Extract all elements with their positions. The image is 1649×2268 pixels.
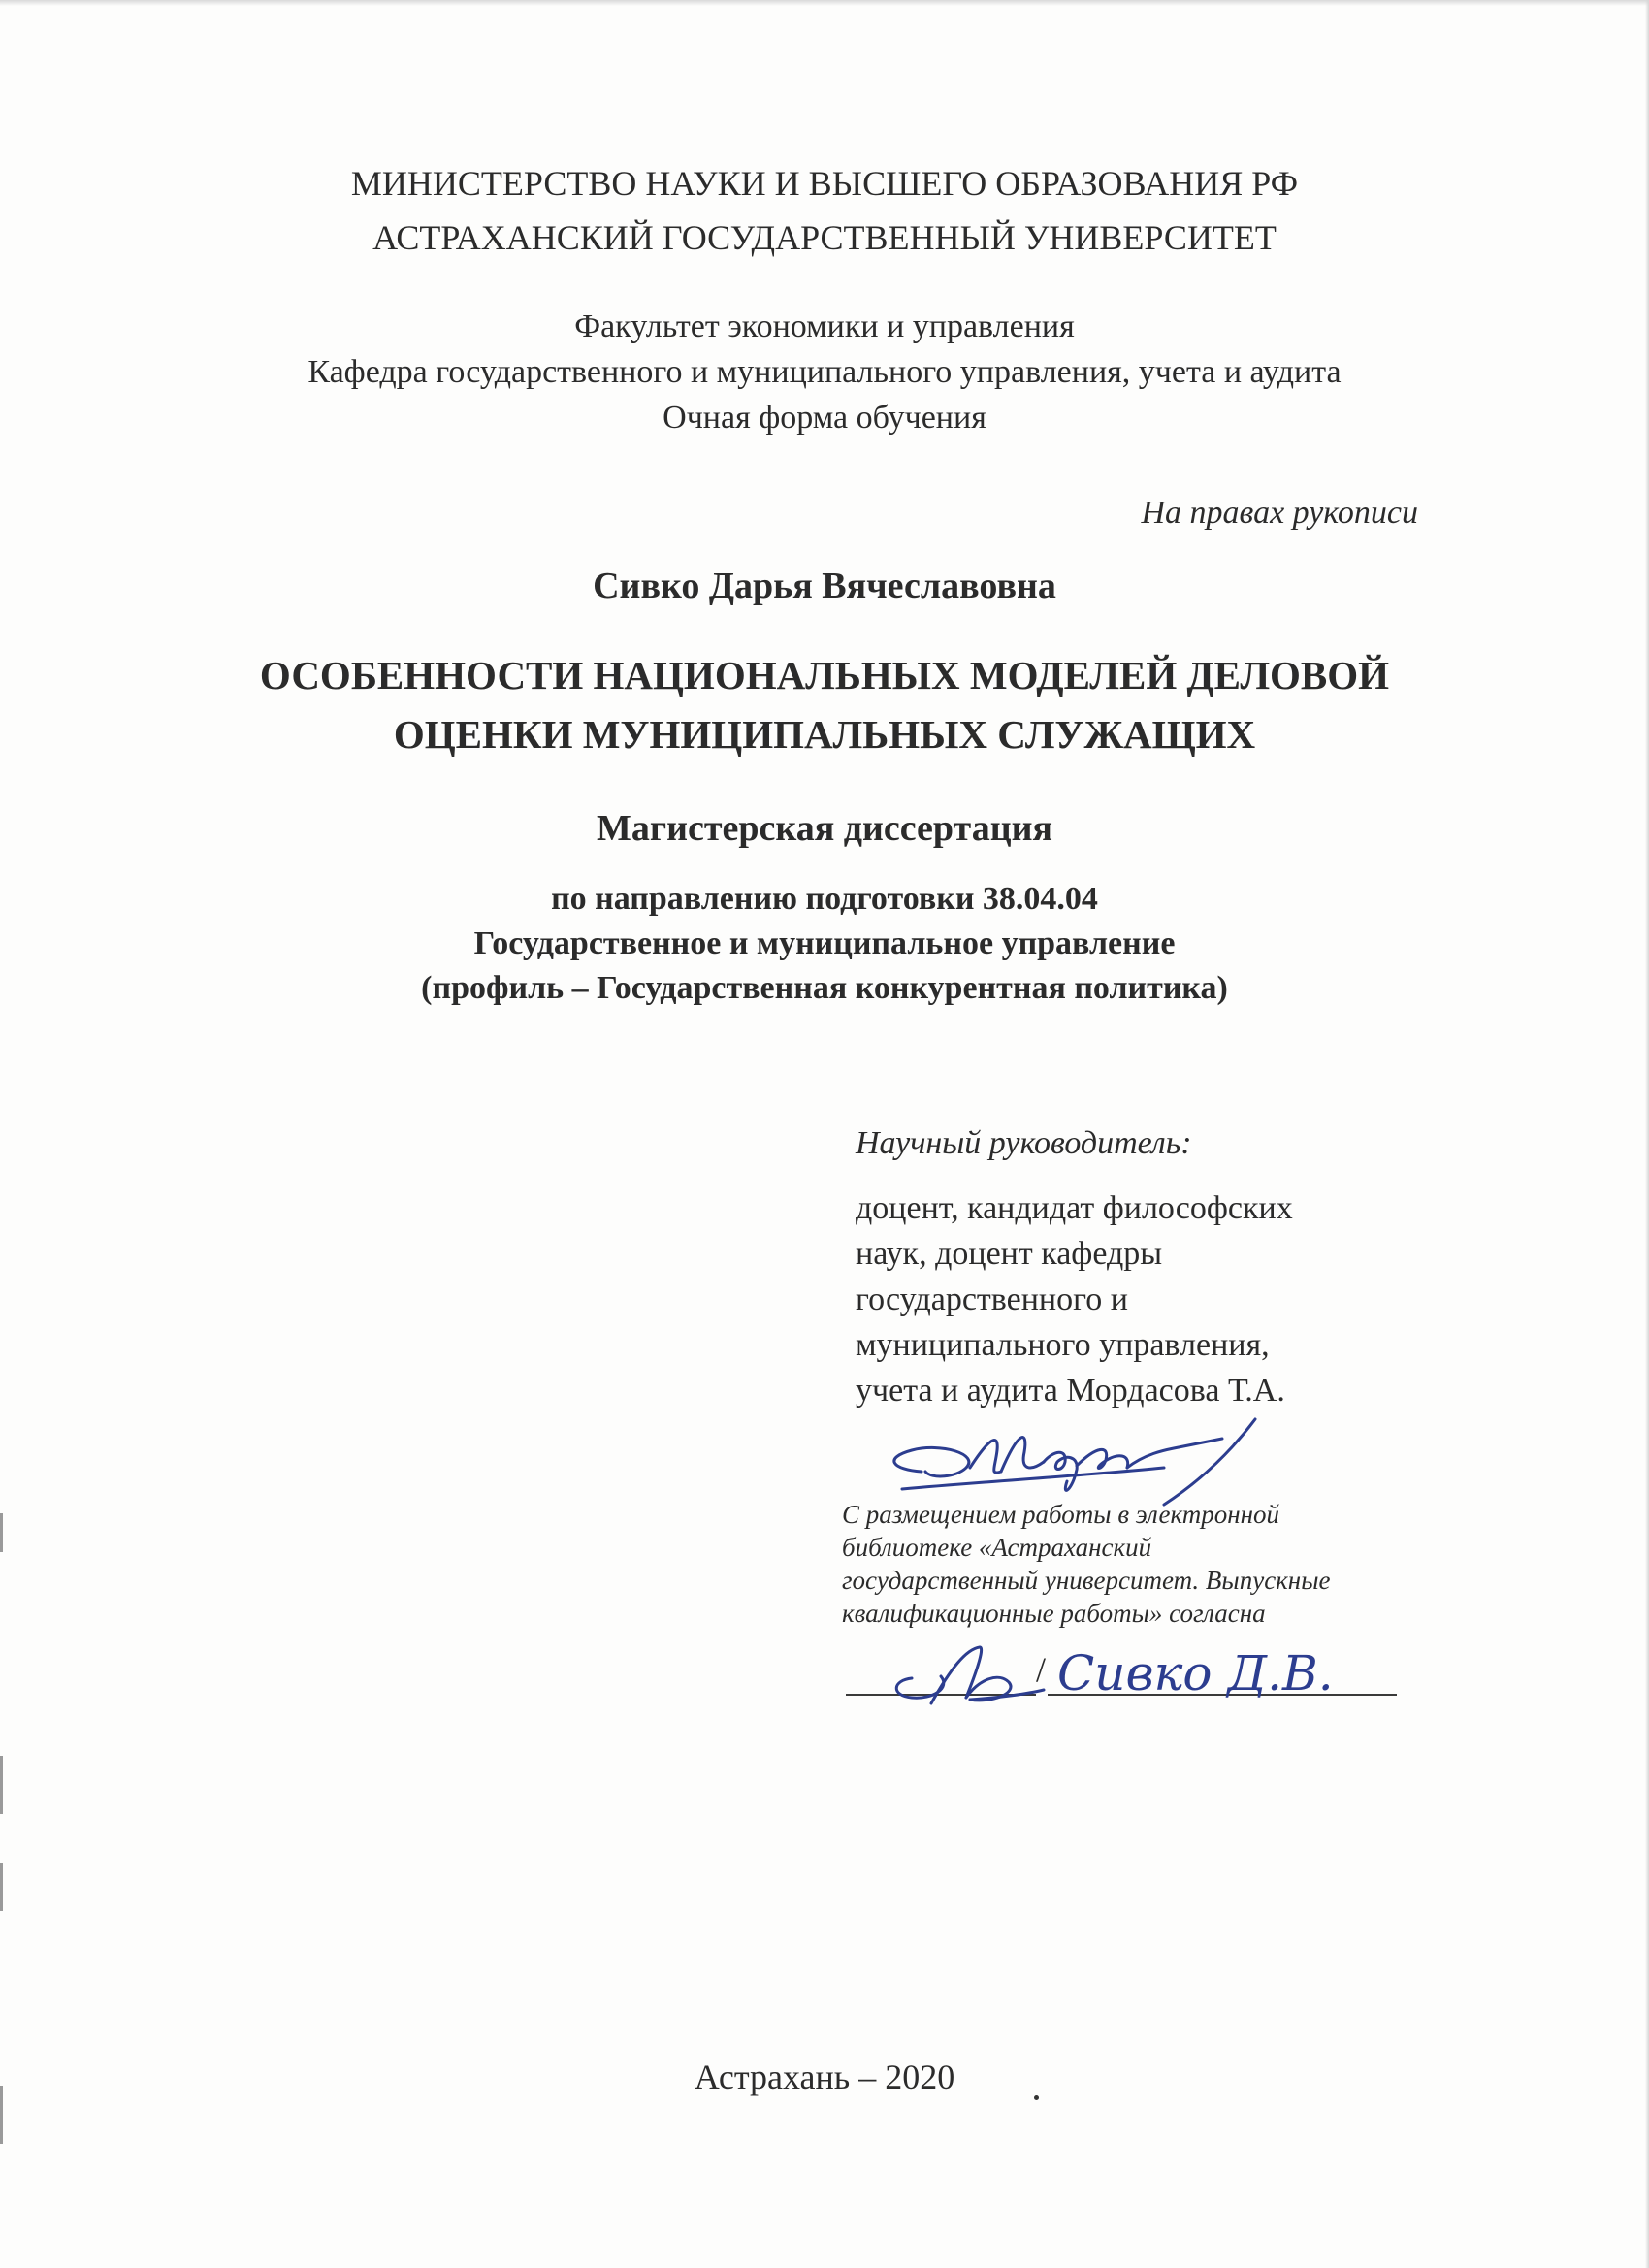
direction-line-2: Государственное и муниципальное управление xyxy=(473,925,1176,961)
student-name-handwritten xyxy=(1051,1637,1372,1705)
scan-mark xyxy=(0,1863,3,1911)
faculty-name: Факультет экономики и управления xyxy=(574,308,1075,344)
student-signature xyxy=(873,1639,1057,1717)
manuscript-note: На правах рукописи xyxy=(1141,495,1418,531)
city-year: Астрахань – 2020 xyxy=(694,2057,955,2096)
student-name-text: Сивко Д.В. xyxy=(1057,1645,1334,1701)
consent-line: С размещением работы в электронной xyxy=(842,1500,1280,1529)
supervisor-line: государственного и xyxy=(856,1281,1128,1317)
supervisor-label: Научный руководитель: xyxy=(856,1125,1192,1161)
direction-line-1: по направлению подготовки 38.04.04 xyxy=(551,881,1098,917)
scan-edge-top xyxy=(0,0,1649,6)
consent-line: библиотеке «Астраханский xyxy=(842,1533,1152,1562)
supervisor-line: муниципального управления, xyxy=(856,1327,1270,1363)
university-heading: АСТРАХАНСКИЙ ГОСУДАРСТВЕННЫЙ УНИВЕРСИТЕТ xyxy=(372,218,1277,257)
supervisor-line: доцент, кандидат философских xyxy=(856,1190,1293,1226)
department-name: Кафедра государственного и муниципального управления, учета и аудита xyxy=(307,354,1342,390)
ink-dot xyxy=(1034,2095,1039,2100)
signature-separator: / xyxy=(1036,1650,1047,1689)
consent-line: государственный университет. Выпускные xyxy=(842,1566,1331,1595)
scan-mark xyxy=(0,1513,3,1552)
consent-statement xyxy=(842,1498,1443,1630)
supervisor-line: учета и аудита Мордасова Т.А. xyxy=(856,1373,1285,1409)
author-name: Сивко Дарья Вячеславовна xyxy=(593,566,1056,606)
direction-line-3: (профиль – Государственная конкурентная политика) xyxy=(421,970,1228,1006)
consent-line: квалификационные работы» согласна xyxy=(842,1599,1266,1628)
thesis-title-line-2: ОЦЕНКИ МУНИЦИПАЛЬНЫХ СЛУЖАЩИХ xyxy=(393,712,1256,757)
scan-mark xyxy=(0,1756,3,1814)
supervisor-line: наук, доцент кафедры xyxy=(856,1236,1163,1272)
study-form: Очная форма обучения xyxy=(663,400,986,436)
supervisor-block xyxy=(856,1125,1438,1413)
ministry-heading: МИНИСТЕРСТВО НАУКИ И ВЫСШЕГО ОБРАЗОВАНИЯ РФ xyxy=(350,164,1299,203)
work-type: Магистерская диссертация xyxy=(596,808,1053,849)
thesis-title-line-1: ОСОБЕННОСТИ НАЦИОНАЛЬНЫХ МОДЕЛЕЙ ДЕЛОВОЙ xyxy=(259,653,1390,697)
